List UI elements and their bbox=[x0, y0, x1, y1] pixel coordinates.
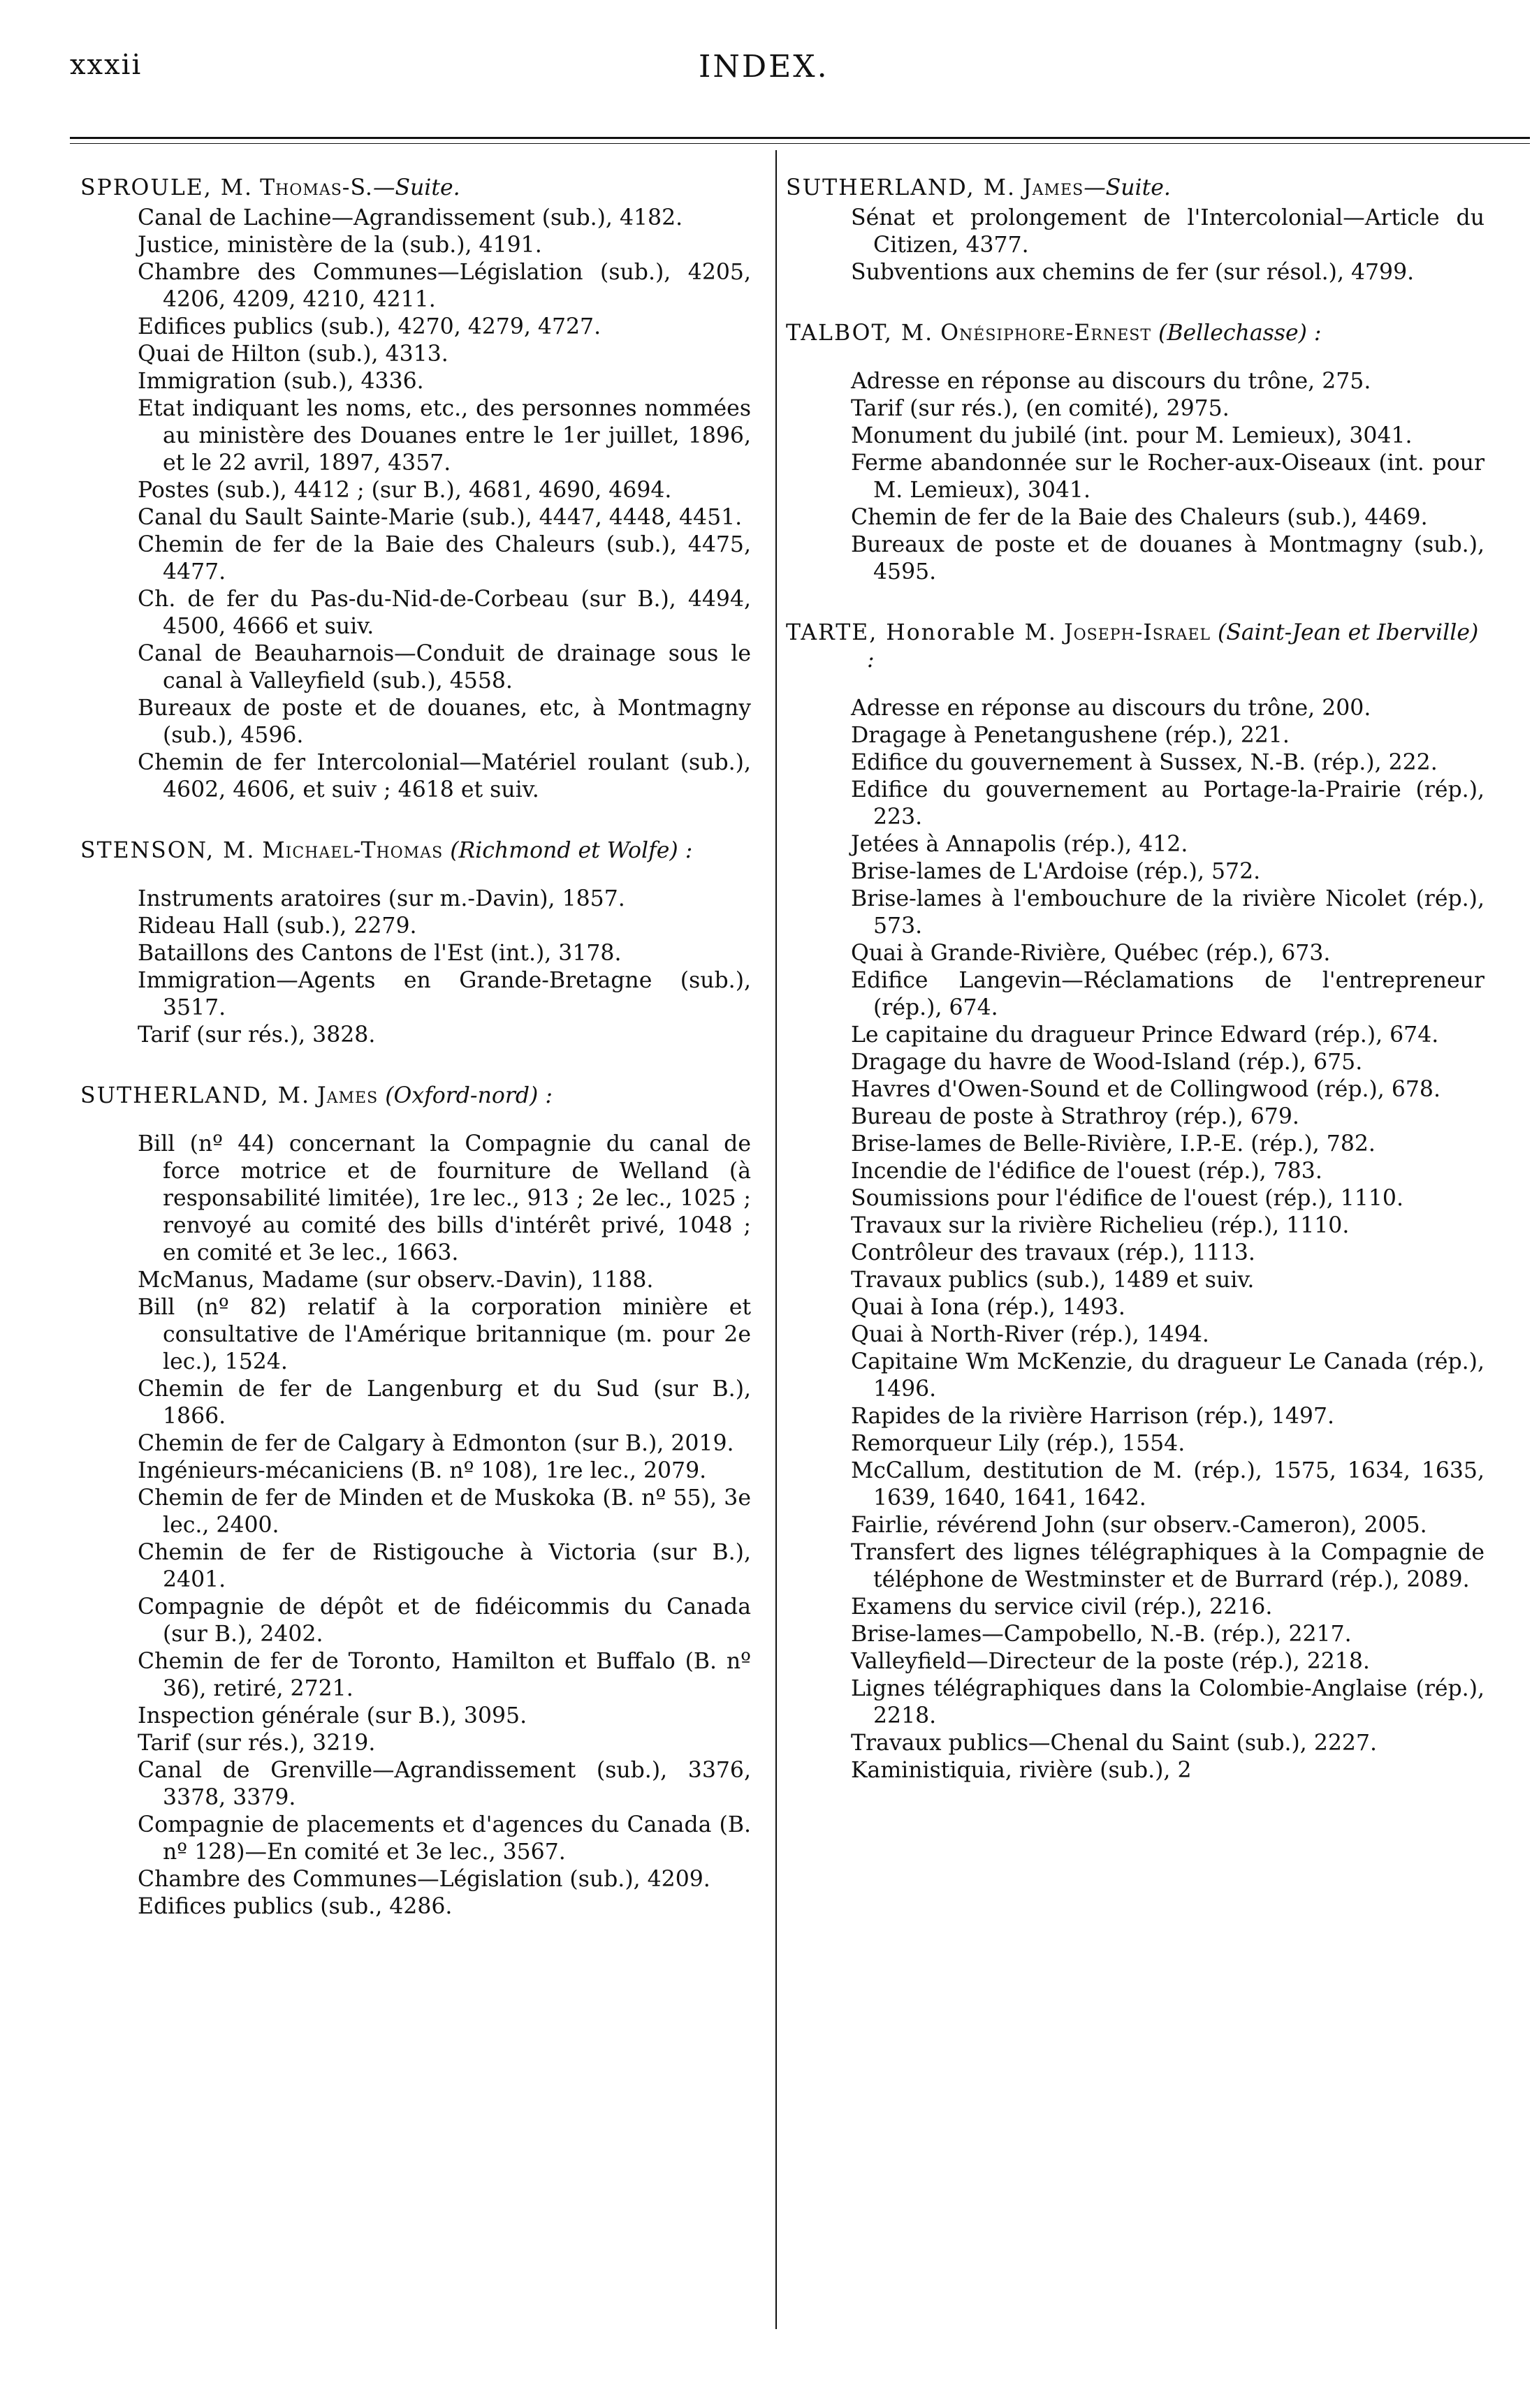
subentry: Dragage du havre de Wood-Island (rép.), 675. bbox=[851, 1050, 1363, 1075]
subentry: Chemin de fer Intercolonial—Matériel roulant (sub.), 4602, 4606, et suiv ; 4618 et suiv. bbox=[138, 750, 751, 802]
subentry: Bill (nº 44) concernant la Compagnie du canal de force motrice et de fourniture de Welland (à responsabilité limitée), 1re lec., 913 ; 2e lec., 1025 ; renvoyé au comité des bills d'intérêt privé, 1048 ; en comité et 3e lec., 1663. bbox=[138, 1131, 751, 1265]
header-rule bbox=[70, 137, 1530, 139]
subentry: Bureaux de poste et de douanes, etc, à Montmagny (sub.), 4596. bbox=[138, 696, 751, 748]
subentry: Ferme abandonnée sur le Rocher-aux-Oiseaux (int. pour M. Lemieux), 3041. bbox=[851, 450, 1485, 503]
column-divider bbox=[775, 150, 777, 2329]
index-entry bbox=[80, 837, 751, 1049]
subentry: Etat indiquant les noms, etc., des personnes nommées au ministère des Douanes entre le 1er juillet, 1896, et le 22 avril, 1897, 4357. bbox=[138, 396, 751, 476]
entry-heading bbox=[786, 175, 1485, 202]
member-name: SUTHERLAND, M. bbox=[786, 175, 1016, 200]
subentry: Capitaine Wm McKenzie, du dragueur Le Canada (rép.), 1496. bbox=[851, 1349, 1485, 1402]
subentry: Ingénieurs-mécaniciens (B. nº 108), 1re lec., 2079. bbox=[138, 1458, 707, 1483]
subentry: Chemin de fer de la Baie des Chaleurs (sub.), 4469. bbox=[851, 505, 1428, 530]
subentry: Travaux sur la rivière Richelieu (rép.), 1110. bbox=[851, 1213, 1350, 1238]
member-given-names: Onésiphore-Ernest bbox=[940, 321, 1152, 346]
header-rule-thin bbox=[70, 143, 1530, 144]
subentry: Ch. de fer du Pas-du-Nid-de-Corbeau (sur B.), 4494, 4500, 4666 et suiv. bbox=[138, 587, 751, 639]
subentry: Brise-lames—Campobello, N.-B. (rép.), 2217. bbox=[851, 1622, 1352, 1647]
subentry: Adresse en réponse au discours du trône, 275. bbox=[851, 369, 1371, 394]
subentry: Brise-lames à l'embouchure de la rivière Nicolet (rép.), 573. bbox=[851, 886, 1485, 939]
subentry: Immigration—Agents en Grande-Bretagne (sub.), 3517. bbox=[138, 968, 751, 1020]
page-header bbox=[70, 42, 1530, 105]
subentry: Canal de Beauharnois—Conduit de drainage sous le canal à Valleyfield (sub.), 4558. bbox=[138, 641, 751, 693]
index-entry bbox=[786, 619, 1485, 1784]
subentry: Havres d'Owen-Sound et de Collingwood (rép.), 678. bbox=[851, 1077, 1440, 1102]
subentry: Dragage à Penetangushene (rép.), 221. bbox=[851, 723, 1290, 748]
subentry: Valleyfield—Directeur de la poste (rép.), 2218. bbox=[851, 1649, 1370, 1674]
subentry: Edifice du gouvernement à Sussex, N.-B. (rép.), 222. bbox=[851, 750, 1438, 775]
running-head: INDEX. bbox=[699, 49, 829, 85]
subentry: Remorqueur Lily (rép.), 1554. bbox=[851, 1431, 1186, 1456]
continuation-marker: —Suite. bbox=[1084, 175, 1171, 200]
subentry: Chemin de fer de Ristigouche à Victoria (sur B.), 2401. bbox=[138, 1540, 751, 1592]
subentry: Brise-lames de Belle-Rivière, I.P.-E. (rép.), 782. bbox=[851, 1131, 1376, 1157]
page-number: xxxii bbox=[70, 49, 143, 81]
entry-heading bbox=[786, 619, 1485, 674]
entry-heading bbox=[80, 837, 751, 865]
subentry: Adresse en réponse au discours du trône, 200. bbox=[851, 696, 1371, 721]
constituency: (Oxford-nord) : bbox=[385, 1083, 553, 1108]
subentry: Examens du service civil (rép.), 2216. bbox=[851, 1594, 1273, 1620]
subentry: Edifices publics (sub.), 4270, 4279, 4727. bbox=[138, 314, 601, 339]
subentry: McCallum, destitution de M. (rép.), 1575, 1634, 1635, 1639, 1640, 1641, 1642. bbox=[851, 1458, 1485, 1511]
subentry: Tarif (sur rés.), 3219. bbox=[138, 1731, 376, 1756]
subentry: Sénat et prolongement de l'Intercolonial—Article du Citizen, 4377. bbox=[851, 205, 1485, 258]
entry-heading bbox=[80, 175, 751, 202]
member-name: SUTHERLAND, M. bbox=[80, 1083, 310, 1108]
subentry: Bureau de poste à Strathroy (rép.), 679. bbox=[851, 1104, 1299, 1129]
subentry: Immigration (sub.), 4336. bbox=[138, 369, 424, 394]
entry-heading bbox=[786, 320, 1485, 347]
subentry: Transfert des lignes télégraphiques à la Compagnie de téléphone de Westminster et de Burrard (rép.), 2089. bbox=[851, 1540, 1485, 1592]
subentry: Bill (nº 82) relatif à la corporation minière et consultative de l'Amérique britannique (m. pour 2e lec.), 1524. bbox=[138, 1295, 751, 1374]
subentry: Le capitaine du dragueur Prince Edward (rép.), 674. bbox=[851, 1022, 1439, 1048]
member-given-names: James bbox=[1023, 175, 1084, 200]
subentry: Instruments aratoires (sur m.-Davin), 1857. bbox=[138, 886, 625, 911]
subentry: Travaux publics (sub.), 1489 et suiv. bbox=[851, 1268, 1255, 1293]
member-name: STENSON, M. bbox=[80, 838, 256, 863]
constituency: (Saint-Jean et Iberville) : bbox=[867, 620, 1479, 673]
subentry: Justice, ministère de la (sub.), 4191. bbox=[138, 233, 542, 258]
subentry: Canal de Lachine—Agrandissement (sub.), 4182. bbox=[138, 205, 683, 230]
subentry: Edifices publics (sub., 4286. bbox=[138, 1894, 453, 1919]
subentry: Subventions aux chemins de fer (sur résol.), 4799. bbox=[851, 260, 1415, 285]
subentry: Jetées à Annapolis (rép.), 412. bbox=[851, 832, 1188, 857]
subentry: Postes (sub.), 4412 ; (sur B.), 4681, 4690, 4694. bbox=[138, 478, 672, 503]
subentry: Quai à Grande-Rivière, Québec (rép.), 673. bbox=[851, 941, 1331, 966]
member-name: TARTE, Honorable M. bbox=[786, 620, 1057, 645]
subentry: Edifice Langevin—Réclamations de l'entrepreneur (rép.), 674. bbox=[851, 968, 1485, 1020]
subentry: Incendie de l'édifice de l'ouest (rép.), 783. bbox=[851, 1159, 1322, 1184]
subentry: Chemin de fer de Toronto, Hamilton et Buffalo (B. nº 36), retiré, 2721. bbox=[138, 1649, 751, 1701]
index-entry bbox=[786, 175, 1485, 286]
member-name: TALBOT, M. bbox=[786, 321, 934, 346]
member-given-names: James bbox=[317, 1083, 379, 1108]
index-entry bbox=[80, 175, 751, 804]
subentry: Rideau Hall (sub.), 2279. bbox=[138, 913, 417, 939]
member-name: SPROULE, M. bbox=[80, 175, 254, 200]
subentry: Kaministiquia, rivière (sub.), 2 bbox=[851, 1758, 1192, 1783]
subentry: Travaux publics—Chenal du Saint (sub.), 2227. bbox=[851, 1731, 1378, 1756]
subentry: Brise-lames de L'Ardoise (rép.), 572. bbox=[851, 859, 1261, 884]
subentry: Quai à Iona (rép.), 1493. bbox=[851, 1295, 1125, 1320]
member-given-names: Thomas-S. bbox=[260, 175, 373, 200]
constituency: (Richmond et Wolfe) : bbox=[450, 838, 693, 863]
subentry: Fairlie, révérend John (sur observ.-Cameron), 2005. bbox=[851, 1513, 1427, 1538]
subentry: Tarif (sur rés.), (en comité), 2975. bbox=[851, 396, 1230, 421]
subentry: Chemin de fer de la Baie des Chaleurs (sub.), 4475, 4477. bbox=[138, 532, 751, 585]
constituency: (Bellechasse) : bbox=[1158, 321, 1322, 346]
subentry: Tarif (sur rés.), 3828. bbox=[138, 1022, 376, 1048]
entry-heading bbox=[80, 1082, 751, 1110]
subentry: Contrôleur des travaux (rép.), 1113. bbox=[851, 1240, 1255, 1265]
index-entry bbox=[80, 1082, 751, 1921]
subentry: Chambre des Communes—Législation (sub.), 4209. bbox=[138, 1867, 710, 1892]
member-given-names: Michael-Thomas bbox=[262, 838, 444, 863]
subentry: Rapides de la rivière Harrison (rép.), 1497. bbox=[851, 1404, 1335, 1429]
subentry: Monument du jubilé (int. pour M. Lemieux), 3041. bbox=[851, 423, 1413, 448]
left-column bbox=[80, 175, 751, 1954]
subentry: McManus, Madame (sur observ.-Davin), 1188. bbox=[138, 1268, 654, 1293]
subentry: Canal du Sault Sainte-Marie (sub.), 4447, 4448, 4451. bbox=[138, 505, 743, 530]
member-given-names: Joseph-Israel bbox=[1063, 620, 1211, 645]
subentry: Quai de Hilton (sub.), 4313. bbox=[138, 342, 448, 367]
subentry: Lignes télégraphiques dans la Colombie-Anglaise (rép.), 2218. bbox=[851, 1676, 1485, 1728]
subentry: Chemin de fer de Calgary à Edmonton (sur B.), 2019. bbox=[138, 1431, 734, 1456]
subentry: Soumissions pour l'édifice de l'ouest (rép.), 1110. bbox=[851, 1186, 1403, 1211]
subentry: Bataillons des Cantons de l'Est (int.), 3178. bbox=[138, 941, 622, 966]
subentry: Quai à North-River (rép.), 1494. bbox=[851, 1322, 1209, 1347]
subentry: Edifice du gouvernement au Portage-la-Prairie (rép.), 223. bbox=[851, 777, 1485, 830]
subentry: Inspection générale (sur B.), 3095. bbox=[138, 1703, 527, 1728]
right-column bbox=[786, 175, 1485, 1818]
subentry: Bureaux de poste et de douanes à Montmagny (sub.), 4595. bbox=[851, 532, 1485, 585]
subentry: Chambre des Communes—Législation (sub.), 4205, 4206, 4209, 4210, 4211. bbox=[138, 260, 751, 312]
subentry: Chemin de fer de Minden et de Muskoka (B. nº 55), 3e lec., 2400. bbox=[138, 1485, 751, 1538]
subentry: Compagnie de placements et d'agences du Canada (B. nº 128)—En comité et 3e lec., 3567. bbox=[138, 1812, 751, 1865]
index-entry bbox=[786, 320, 1485, 586]
subentry: Canal de Grenville—Agrandissement (sub.), 3376, 3378, 3379. bbox=[138, 1758, 751, 1810]
subentry: Chemin de fer de Langenburg et du Sud (sur B.), 1866. bbox=[138, 1376, 751, 1429]
subentry: Compagnie de dépôt et de fidéicommis du Canada (sur B.), 2402. bbox=[138, 1594, 751, 1647]
continuation-marker: —Suite. bbox=[372, 175, 460, 200]
